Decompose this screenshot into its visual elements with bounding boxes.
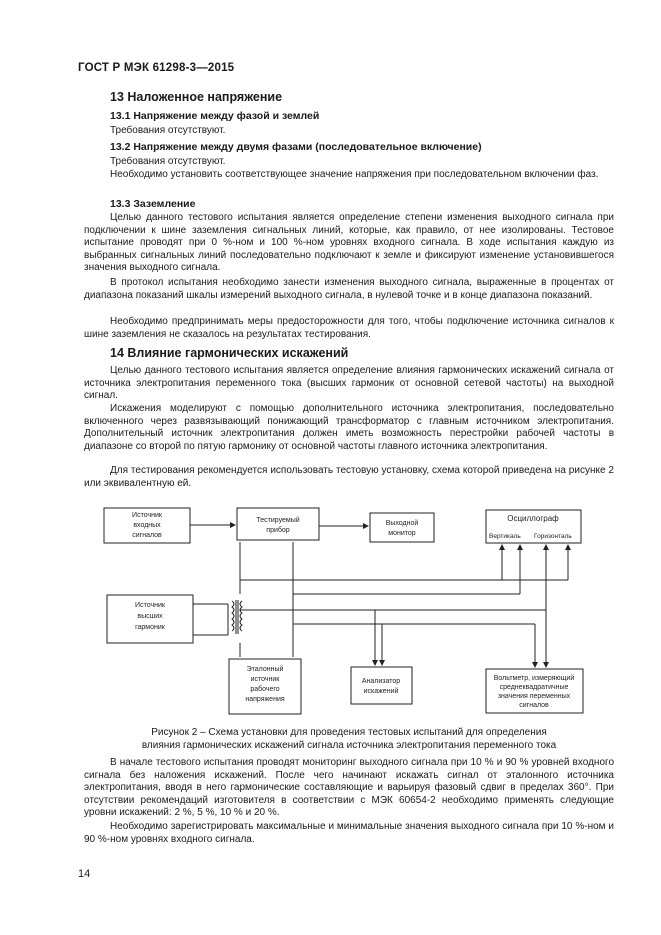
oscilloscope-label: Осциллограф (507, 514, 559, 523)
section-13-3-paragraph-2: В протокол испытания необходимо занести изменения выходного сигнала, выраженные в процентах от диапазона показаний шкалы измерений выходного сигнала, в нулевой точке и в конце диапазона показаний. (84, 277, 614, 301)
analyzer-label-1: Анализатор (361, 678, 401, 685)
vertical-label: Вертикаль (489, 533, 521, 540)
dut-box (237, 508, 319, 540)
reference-label-1: Эталонный (246, 666, 284, 673)
figure-caption-line-1: Рисунок 2 – Схема установки для проведения тестовых испытаний для определения (151, 727, 547, 738)
voltmeter-label-2: среднеквадратичные (499, 684, 569, 691)
figure-caption-line-2: влияния гармонических искажений сигнала источника электропитания переменного тока (141, 740, 557, 751)
monitor-label-2: монитор (388, 530, 416, 537)
analyzer-box (351, 667, 412, 704)
reference-label-4: напряжения (245, 696, 285, 703)
section-13-2-title: 13.2 Напряжение между двумя фазами (последовательное включение) (110, 141, 482, 153)
section-13-title: 13 Наложенное напряжение (110, 90, 283, 104)
dut-label-2: прибор (266, 527, 290, 534)
voltmeter-label-1: Вольтметр, измеряющий (493, 675, 575, 682)
input-source-label-2: входных (133, 522, 161, 529)
harmonics-label-2: высших (137, 613, 163, 620)
section-13-2-paragraph: Необходимо установить соответствующее значение напряжения при последовательном включении фаз. (110, 169, 599, 180)
section-13-1-text: Требования отсутствуют. (110, 125, 226, 136)
monitor-label-1: Выходной (385, 520, 419, 527)
section-14-paragraph-3: Для тестирования рекомендуется использовать тестовую установку, схема которой приведена на рисунке 2 или эквивалентную ей. (84, 465, 614, 489)
section-14-paragraph-5: Необходимо зарегистрировать максимальные и минимальные значения выходного сигнала при 10 %-ном и 90 %-ном уровнях входного сигнала. (84, 821, 614, 845)
section-13-3-paragraph-1: Целью данного тестового испытания является определение степени изменения выходного сигнала при подключении к шине заземления сигнальных линий, которые, как правило, от нее изолированы. Тестовое испытание проводят при 0 %-ном и 100 %-ном уровнях входного сигнала. В ходе испытания каждую из выбранных сигнальных линий последовательно подключают к земле и фиксируют изменение установившегося значения выходного сигнала. (84, 212, 614, 274)
reference-label-3: рабочего (250, 686, 280, 693)
section-14-paragraph-2: Искажения моделируют с помощью дополнительного источника электропитания, последовательно включенного через развязывающий понижающий трансформатор с главным источником электропитания. Дополнительный источник электропитания должен иметь возможность перестройки рабочей частоты в диапазоне со второй по пятую гармонику от основной частоты главного источника электропитания. (84, 403, 614, 452)
harmonics-label-3: гармоник (135, 624, 165, 631)
section-13-2-text: Требования отсутствуют. (110, 156, 226, 167)
input-source-label-1: Источник (132, 512, 162, 519)
voltmeter-label-3: значения переменных (497, 693, 571, 700)
section-14-paragraph-4: В начале тестового испытания проводят мониторинг выходного сигнала при 10 % и 90 % уровней входного сигнала без наложения искажений. После чего начинают искажать сигнал от эталонного источника электропитания, вводя в него гармонические составляющие и варьируя фазовый сдвиг в пределах 360°. При отсутствии рекомендаций изготовителя в соответствии с МЭК 60654-2 необходимо применять следующие уровни искажений: 2 %, 5 %, 10 % и 20 %. (84, 757, 614, 819)
monitor-box (370, 513, 434, 542)
section-13-3-title: 13.3 Заземление (110, 198, 196, 210)
voltmeter-label-4: сигналов (519, 702, 549, 709)
page-number: 14 (78, 868, 91, 880)
section-13-1-title: 13.1 Напряжение между фазой и землей (110, 110, 320, 122)
document-header: ГОСТ Р МЭК 61298-3—2015 (78, 62, 235, 74)
section-13-3-paragraph-3: Необходимо предпринимать меры предосторожности для того, чтобы подключение источника сигналов к шине заземления не сказалось на результатах тестирования. (84, 316, 614, 340)
analyzer-label-2: искажений (363, 688, 399, 695)
section-14-title: 14 Влияние гармонических искажений (110, 346, 349, 360)
input-source-label-3: сигналов (132, 532, 162, 539)
harmonics-label-1: Источник (135, 602, 165, 609)
section-14-paragraph-1: Целью данного тестового испытания является определение влияния гармонических искажений сигнала от источника электропитания переменного тока (высших гармоник от основной сетевой частоты) на выходной сигнал. (84, 365, 614, 402)
horizontal-label: Горизонталь (534, 533, 572, 540)
reference-label-2: источник (250, 676, 280, 683)
dut-label-1: Тестируемый (256, 517, 300, 524)
